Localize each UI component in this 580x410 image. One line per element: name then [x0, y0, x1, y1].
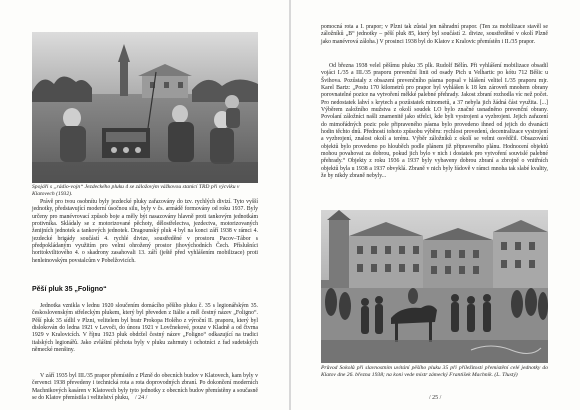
photo-caption: Průvod Sokolů při slavnostním uvítání pěšího pluku 35 při příležitosti přemístění celé jednotky do Klatov dne 26. března 1938; na koni vede mistr zámecký František Machník. (L. Tlustý) [321, 365, 548, 378]
body-paragraph: Právě pro tvou osobnítu byly jezdecké pluky zařazovány do tzv. rychlých divizí. Tyto vyšší jednotky, představující moderní úsočnou silu, byly v čs. armádě formovány od roku 1937. Byly určeny pro manévrovací způsob boje a měly být nasazovány hlavně proti tankovým jednotkám protivníka. Skládaly se z motorizované pěchoty, dělostřelectva, jezdectva, motorizovaných ženijních jednotek a tankových jednotek. Dragounský pluk 4 byl na konci září 1938 v rámci 4. jezdecké brigády součástí 4. rychlé divize, soustředěné v prostoru Pacov–Tábor s předpokládaným využitím pro velmi ohrožený prostor jihovýchodních Čech. Příslušníci horitokvilitového 4. o skadrony zasahovali 13. září (ještě před vyhlášením mobilizace) proti henleinovským povstalcům v Pobelžovicích. [32, 199, 258, 264]
page-number: / 24 / [135, 395, 148, 401]
section-heading: Pěší pluk 35 „Foligno“ [32, 286, 107, 293]
soldiers-radio-station-image [32, 32, 258, 183]
page-number: / 25 / [429, 395, 442, 401]
body-paragraph: pomocná rota a I. prapor; v Plzni tak zůstal jen náhradní prapor. (Ten za mobilizace stavěl se záložníků „B“ jednotky – pěší pluk 85, který byl součástí 2. divize, soustředěné v okolí Plzně jako manévrová záloha.) V prosinci 1938 byl do Klatov z Kralovic přemístěn i II./35 prapor. [321, 24, 548, 45]
town-square-parade-image [321, 210, 548, 363]
soldiers-radio-station-photo [32, 32, 258, 183]
body-paragraph: Od března 1938 velel pěšímu pluku 35 plk. Rudolf Bělín. Při vyhlášení mobilizace obsadil vojáci I./35 a III./35 praporu prevenční linii od osady Pich u Velhartic po kótu 712 Běšic u Švihova. Pozůstaly z obsazení prevenčního pásma popsal v hlášení velitel I./35 praporu mjr. Karel Bartz: „Postu 170 kilometrů pro prapor byl vyhlášen k 18 km zároveň mnohem obrany porovnatelné pozice na vytvoření měkké palebné přehrady. Jakost zbraní rozhodla víc než počet. Pro nedostatek lahví s krytech a pozůstatek minometů, a 37 nebyla jich žádná část využita. [...] Výběrem založního mužstva z okolí soudek LO bylo značné usnadněno prevenční obrany. Povolaní záložníci našli znamenitě jako střelci, kde byli vystrojeni a vyzbrojeni. Jejich zařazení do mimořádných pozic pole připraveného pásma bylo provedeno ihned od jejich do dvanácti hodin těchto dnů. Předností tohoto způsobu výběru: rychlost provedení, decentralizace vystrojení a vyzbrojení, znalost okolí a terénu. Výběr záložníků z okolí se velmi osvědčil. Obsazování objektů bylo provedeno po hlouběch podle plánem již připraveného plánu. Hodnocení objektů mohou povahovat za dobrou, pokud jich bylo v nich i dostatek pro vytvoření souvislé palebné přehrady.“ Objekty z roku 1936 a 1937 byly vybaveny dobrou zbraní a zbrojně o vnitřních objektů byla u 1938 a 1937 obvyklá. Zbraně v nich byly řádově v rámci mnoha tak slabé kvality, že by nikdy zbraně nebyly... [321, 63, 548, 180]
body-paragraph: V září 1935 byl III./35 prapor přemístěn z Plzně do obecních budov v Klatovech, kam byly v červenci 1938 převedeny i technická rota a rota doprovodných zbraní. Po dokončení moderních Machnikových kasáren v Klatovech byly tyto jednotky z obecních budov přemístěny a současně se do Klatov přemístila i velitelství pluku, [32, 373, 258, 402]
right-page [291, 0, 580, 410]
body-paragraph: Jednotka vznikla v lednu 1920 sloučením domácího pěšího pluku č. 35 s legionářským 35. československým střeleckým plukem, který byl převeden z Itálie a měl čestný název „Foligno“. Pěší pluk 35 sídlil v Plzni, velitelem byl bratr Prokopa Holého z výroční II. praporu, který byl dislokován do ledna 1921 v Levoči, do února 1921 v Lovčnekové, pouze v Kladně a od čtvrna 1929 v Kralovicích. V říjnu 1923 pluk obdržel čestný název „Foligno“ odkazující na tradici italských legionářů. Jako zvláštní pěchota byly v pluku zahrnuty i ochotníci z řad sudetských německé menšiny. [32, 303, 258, 354]
photo-caption: Spojáři s „rádio-vojn“ Jezdeckého pluku 4 se záložovým vážkovou stanicí TRD při výcviku v Klatovech (1932). [32, 184, 240, 197]
left-page [0, 0, 289, 410]
town-square-parade-photo [321, 210, 548, 363]
